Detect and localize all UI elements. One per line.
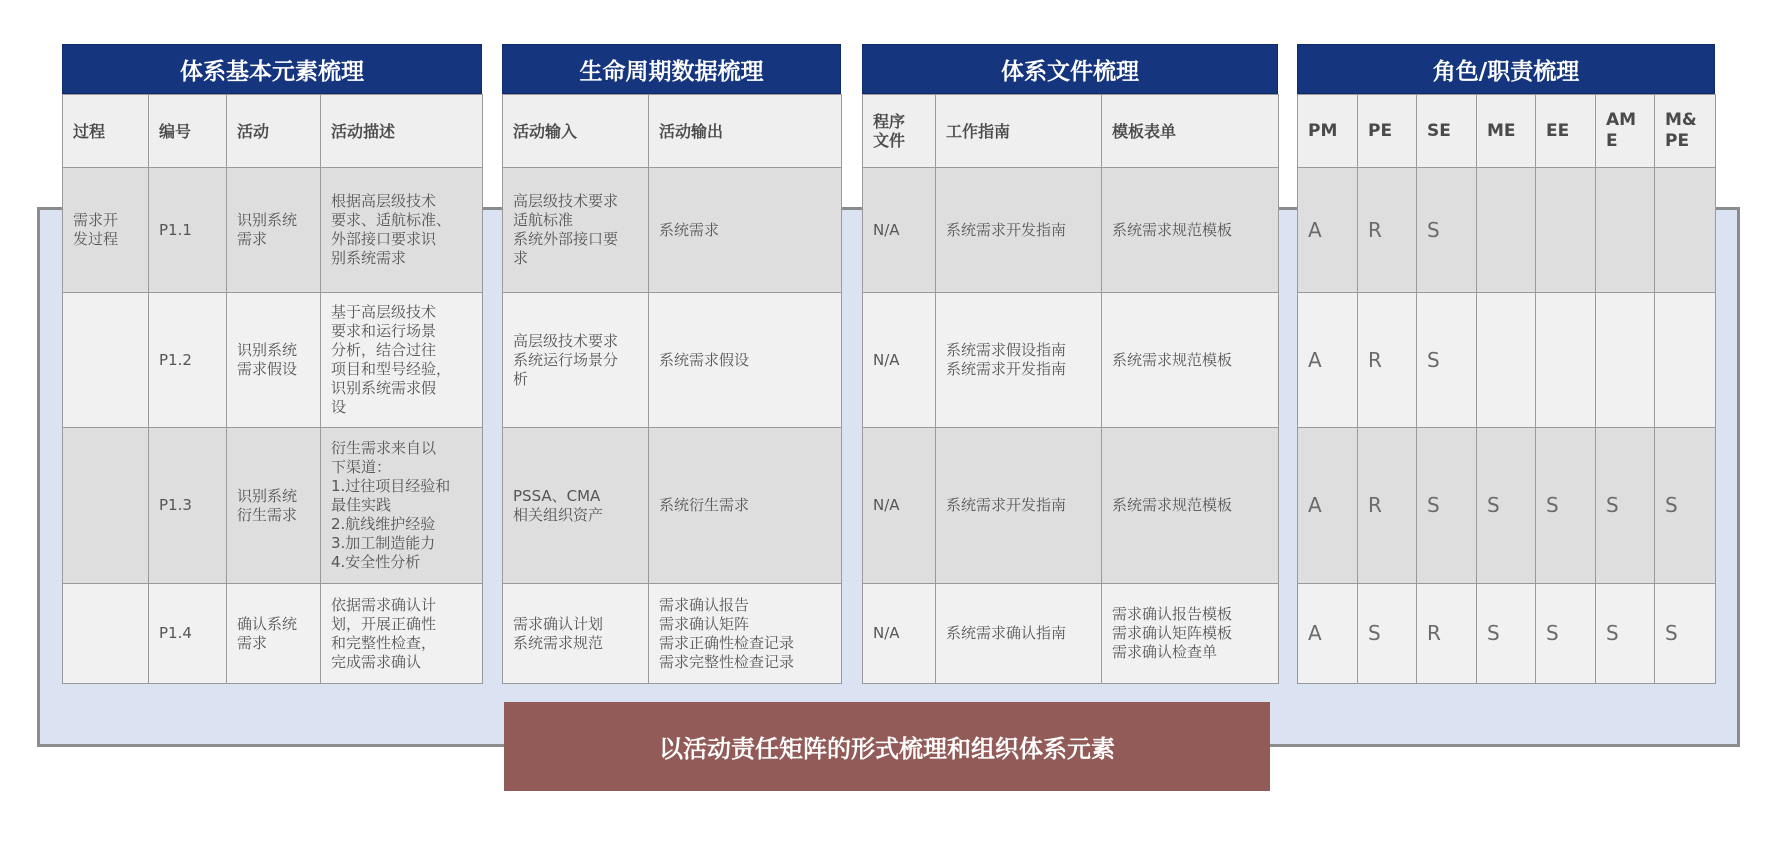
cell-role-pe: R xyxy=(1358,428,1417,584)
cell-output: 系统需求假设 xyxy=(649,293,842,428)
cell-template: 需求确认报告模板 需求确认矩阵模板 需求确认检查单 xyxy=(1102,584,1279,684)
table-row xyxy=(503,428,842,584)
cell-role-se: S xyxy=(1417,293,1477,428)
cell-number: P1.4 xyxy=(149,584,227,684)
basic-elements-table xyxy=(62,94,483,684)
cell-role-pm: A xyxy=(1298,168,1358,293)
table-row xyxy=(1298,428,1716,584)
cell-role-me: S xyxy=(1477,428,1536,584)
header-role-ame: AM E xyxy=(1596,95,1655,168)
cell-output: 系统衍生需求 xyxy=(649,428,842,584)
panel-lifecycle-data xyxy=(502,44,841,684)
header-activity-output: 活动输出 xyxy=(649,95,842,168)
summary-banner: 以活动责任矩阵的形式梳理和组织体系元素 xyxy=(504,702,1270,791)
panel-roles-responsibilities xyxy=(1297,44,1715,684)
cell-role-me xyxy=(1477,293,1536,428)
cell-guide: 系统需求确认指南 xyxy=(936,584,1102,684)
header-number: 编号 xyxy=(149,95,227,168)
header-work-guide: 工作指南 xyxy=(936,95,1102,168)
cell-description: 衍生需求来自以 下渠道： 1.过往项目经验和 最佳实践 2.航线维护经验 3.加工制造能力 4.安全性分析 xyxy=(321,428,483,584)
cell-role-mpe: S xyxy=(1655,584,1716,684)
cell-number: P1.2 xyxy=(149,293,227,428)
table-row xyxy=(863,293,1279,428)
cell-role-me xyxy=(1477,168,1536,293)
cell-description: 依据需求确认计 划，开展正确性 和完整性检查， 完成需求确认 xyxy=(321,584,483,684)
cell-role-ee: S xyxy=(1536,428,1596,584)
cell-role-se: R xyxy=(1417,584,1477,684)
cell-template: 系统需求规范模板 xyxy=(1102,428,1279,584)
cell-number: P1.1 xyxy=(149,168,227,293)
cell-role-ame xyxy=(1596,293,1655,428)
cell-output: 系统需求 xyxy=(649,168,842,293)
cell-input: 高层级技术要求 适航标准 系统外部接口要 求 xyxy=(503,168,649,293)
table-row xyxy=(1298,168,1716,293)
header-role-ee: EE xyxy=(1536,95,1596,168)
table-row xyxy=(863,584,1279,684)
header-role-me: ME xyxy=(1477,95,1536,168)
table-row xyxy=(63,428,483,584)
panel-title-basic-elements: 体系基本元素梳理 xyxy=(62,44,482,94)
header-template-form: 模板表单 xyxy=(1102,95,1279,168)
cell-role-pm: A xyxy=(1298,428,1358,584)
cell-role-pm: A xyxy=(1298,293,1358,428)
lifecycle-data-table xyxy=(502,94,842,684)
cell-role-se: S xyxy=(1417,428,1477,584)
cell-number: P1.3 xyxy=(149,428,227,584)
header-process: 过程 xyxy=(63,95,149,168)
cell-guide: 系统需求假设指南 系统需求开发指南 xyxy=(936,293,1102,428)
cell-activity: 识别系统 需求假设 xyxy=(227,293,321,428)
table-row xyxy=(63,168,483,293)
cell-role-ame: S xyxy=(1596,584,1655,684)
table-row xyxy=(63,584,483,684)
cell-template: 系统需求规范模板 xyxy=(1102,168,1279,293)
cell-template: 系统需求规范模板 xyxy=(1102,293,1279,428)
panel-title-system-documents: 体系文件梳理 xyxy=(862,44,1278,94)
cell-activity: 确认系统 需求 xyxy=(227,584,321,684)
cell-input: 需求确认计划 系统需求规范 xyxy=(503,584,649,684)
cell-activity: 识别系统 衍生需求 xyxy=(227,428,321,584)
cell-guide: 系统需求开发指南 xyxy=(936,168,1102,293)
panel-system-documents xyxy=(862,44,1278,684)
header-activity: 活动 xyxy=(227,95,321,168)
cell-input: 高层级技术要求 系统运行场景分 析 xyxy=(503,293,649,428)
cell-role-ame: S xyxy=(1596,428,1655,584)
cell-role-pe: R xyxy=(1358,168,1417,293)
cell-procedure: N/A xyxy=(863,168,936,293)
system-documents-table xyxy=(862,94,1279,684)
table-row xyxy=(503,584,842,684)
cell-guide: 系统需求开发指南 xyxy=(936,428,1102,584)
table-row xyxy=(863,428,1279,584)
cell-role-mpe xyxy=(1655,168,1716,293)
header-role-pe: PE xyxy=(1358,95,1417,168)
cell-process xyxy=(63,293,149,428)
cell-role-se: S xyxy=(1417,168,1477,293)
table-row xyxy=(63,293,483,428)
cell-description: 基于高层级技术 要求和运行场景 分析，结合过往 项目和型号经验， 识别系统需求假 设 xyxy=(321,293,483,428)
cell-process xyxy=(63,584,149,684)
header-role-se: SE xyxy=(1417,95,1477,168)
cell-procedure: N/A xyxy=(863,584,936,684)
table-row xyxy=(863,168,1279,293)
cell-output: 需求确认报告 需求确认矩阵 需求正确性检查记录 需求完整性检查记录 xyxy=(649,584,842,684)
panel-title-lifecycle-data: 生命周期数据梳理 xyxy=(502,44,841,94)
panel-title-roles-responsibilities: 角色/职责梳理 xyxy=(1297,44,1715,94)
panel-basic-elements xyxy=(62,44,482,684)
cell-procedure: N/A xyxy=(863,293,936,428)
table-row xyxy=(503,168,842,293)
cell-role-pe: R xyxy=(1358,293,1417,428)
table-row xyxy=(1298,293,1716,428)
table-row xyxy=(1298,584,1716,684)
roles-table xyxy=(1297,94,1716,684)
header-role-pm: PM xyxy=(1298,95,1358,168)
header-procedure-file: 程序 文件 xyxy=(863,95,936,168)
cell-input: PSSA、CMA 相关组织资产 xyxy=(503,428,649,584)
cell-procedure: N/A xyxy=(863,428,936,584)
cell-process: 需求开 发过程 xyxy=(63,168,149,293)
header-activity-description: 活动描述 xyxy=(321,95,483,168)
cell-process xyxy=(63,428,149,584)
cell-role-mpe: S xyxy=(1655,428,1716,584)
table-row xyxy=(503,293,842,428)
header-activity-input: 活动输入 xyxy=(503,95,649,168)
cell-role-pe: S xyxy=(1358,584,1417,684)
cell-activity: 识别系统 需求 xyxy=(227,168,321,293)
cell-role-ee xyxy=(1536,168,1596,293)
header-role-mpe: M& PE xyxy=(1655,95,1716,168)
cell-role-ee: S xyxy=(1536,584,1596,684)
cell-description: 根据高层级技术 要求、适航标准、 外部接口要求识 别系统需求 xyxy=(321,168,483,293)
cell-role-pm: A xyxy=(1298,584,1358,684)
cell-role-me: S xyxy=(1477,584,1536,684)
cell-role-mpe xyxy=(1655,293,1716,428)
cell-role-ame xyxy=(1596,168,1655,293)
cell-role-ee xyxy=(1536,293,1596,428)
